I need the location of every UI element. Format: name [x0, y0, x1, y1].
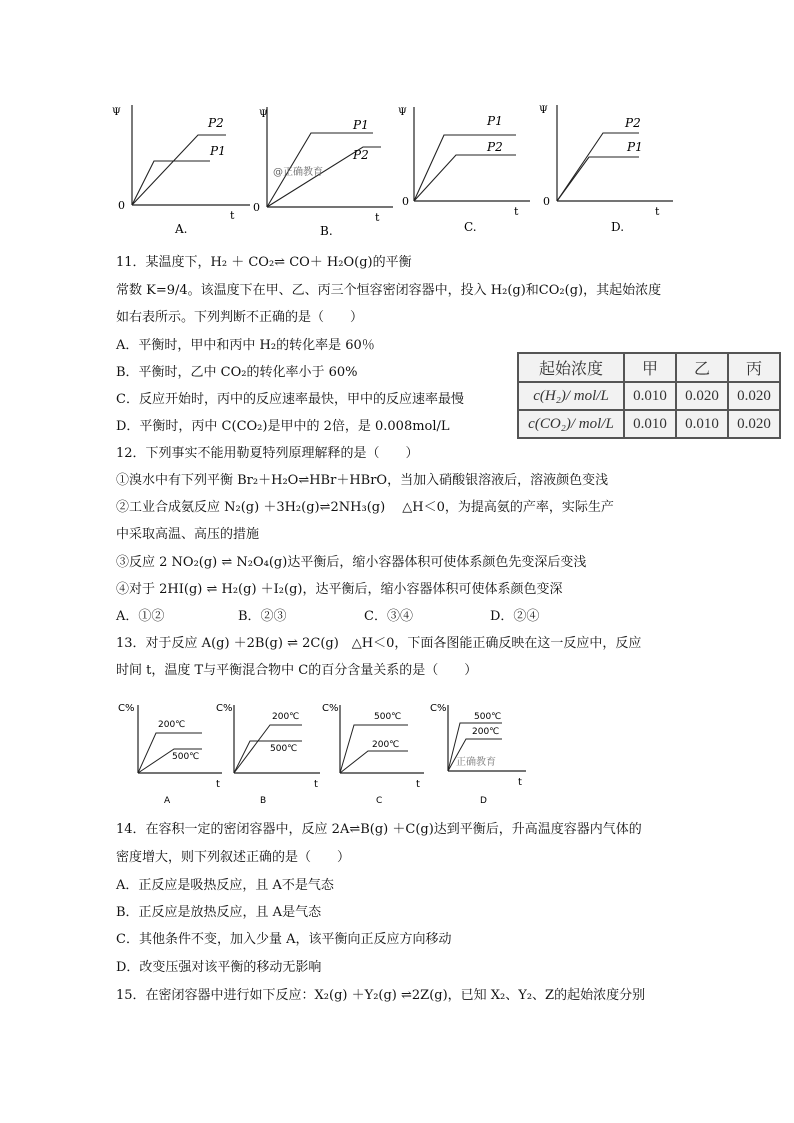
graph-c-lower-label: P2	[487, 140, 503, 154]
table-cell: 0.010	[624, 410, 676, 438]
graph-a-curve-lower	[132, 161, 210, 205]
q13-c-lower-label: 200℃	[372, 740, 400, 750]
graph-b-lower-label: P2	[353, 148, 369, 162]
graph-b-caption: B.	[320, 224, 333, 238]
q14-option-d: D．改变压强对该平衡的移动无影响	[116, 960, 322, 975]
q13-b-lower-label: 500℃	[270, 744, 298, 754]
graph-d-origin: 0	[543, 195, 550, 208]
table-row	[518, 410, 780, 438]
q13-a-caption: A	[164, 796, 171, 806]
q13-graphs	[112, 695, 532, 810]
q11-line3: 如右表所示。下列判断不正确的是（ ）	[116, 310, 364, 325]
graph-c-upper-label: P1	[487, 114, 503, 128]
q13-c-caption: C	[376, 796, 383, 806]
q12-answer-a: A．①②	[116, 609, 165, 624]
q12-answer-b: B．②③	[238, 609, 287, 624]
q11-line2: 常数 K=9/4。该温度下在甲、乙、丙三个恒容密闭容器中，投入 H₂(g)和CO₂(g)，其起始浓度	[116, 283, 662, 298]
graph-d-lower-label: P1	[627, 140, 643, 154]
q11-option-d: D．平衡时，丙中 C(CO₂)是甲中的 2倍，是 0.008mol/L	[116, 419, 450, 434]
graph-d-upper-label: P2	[625, 116, 641, 130]
q15-line1: 15．在密闭容器中进行如下反应：X₂(g) ＋Y₂(g) ⇌2Z(g)，已知 X₂、Y₂、Z的起始浓度分别	[116, 988, 646, 1003]
q13-line1: 13．对于反应 A(g) ＋2B(g) ⇌ 2C(g) △H＜0，下面各图能正确反映在这一反应中，反应	[116, 636, 642, 651]
table-cell: 0.020	[676, 382, 728, 410]
q14-option-c: C．其他条件不变，加入少量 A，该平衡向正反应方向移动	[116, 932, 452, 947]
q10-graphs	[100, 95, 700, 245]
q13-c-x-label: t	[416, 779, 420, 790]
graph-b-watermark: @正确教育	[273, 167, 323, 178]
graph-a-caption: A.	[175, 222, 188, 236]
graph-b	[253, 107, 393, 238]
q13-graph-c	[322, 703, 424, 806]
table-cell: c(CO₂)/ mol/L	[518, 410, 624, 438]
q13-c-upper-label: 500℃	[374, 712, 402, 722]
table-cell: 0.020	[728, 410, 780, 438]
q12-stem: 12．下列事实不能用勒夏特列原理解释的是（ ）	[116, 446, 419, 461]
q14-line2: 密度增大，则下列叙述正确的是（ ）	[116, 850, 351, 865]
table-header-cell: 甲	[624, 353, 676, 382]
q11-line1: 11．某温度下，H₂ ＋ CO₂⇌ CO＋ H₂O(g)的平衡	[116, 255, 412, 270]
q13-c-lower	[340, 751, 408, 773]
graph-c-x-label: t	[514, 205, 519, 218]
graph-a-origin: 0	[118, 199, 125, 212]
graph-a	[112, 105, 250, 236]
q14-option-a: A．正反应是吸热反应，且 A不是气态	[116, 878, 334, 893]
graph-d-curve-lower	[557, 157, 639, 201]
q13-d-caption: D	[480, 796, 487, 806]
graph-c-curve-lower	[414, 155, 516, 201]
q13-d-lower-label: 200℃	[472, 727, 500, 737]
q13-b-caption: B	[260, 796, 267, 806]
q13-b-x-label: t	[314, 779, 318, 790]
q11-option-a: A．平衡时，甲中和丙中 H₂的转化率是 60％	[116, 338, 375, 353]
table-row	[518, 353, 780, 382]
graph-a-y-label: Ψ	[112, 107, 121, 118]
graph-d-caption: D.	[611, 220, 625, 234]
graph-c-caption: C.	[464, 220, 477, 234]
q12-item2b: 中采取高温、高压的措施	[116, 527, 260, 542]
q13-c-y-label: C%	[322, 703, 339, 714]
q12-item2a: ②工业合成氨反应 N₂(g) ＋3H₂(g)⇌2NH₃(g) △H＜0，为提高氨的产率，实际生产	[116, 500, 614, 515]
q11-option-c: C．反应开始时，丙中的反应速率最快，甲中的反应速率最慢	[116, 392, 464, 407]
graph-d	[539, 105, 673, 234]
graph-c	[398, 107, 530, 234]
q13-a-lower-label: 500℃	[172, 752, 200, 762]
q13-line2: 时间 t，温度 T与平衡混合物中 C的百分含量关系的是（ ）	[116, 663, 478, 678]
graph-b-x-label: t	[375, 211, 380, 224]
table-row	[518, 382, 780, 410]
q13-d-y-label: C%	[430, 703, 447, 714]
graph-d-y-label: Ψ	[539, 105, 548, 116]
q13-d-watermark: 正确教育	[456, 757, 496, 768]
graph-c-origin: 0	[402, 195, 409, 208]
q13-a-x-label: t	[216, 779, 220, 790]
graph-b-y-label: Ψ	[259, 109, 268, 120]
q12-item1: ①溴水中有下列平衡 Br₂＋H₂O⇌HBr＋HBrO，当加入硝酸银溶液后，溶液颜色变浅	[116, 473, 609, 488]
graph-b-origin: 0	[253, 201, 260, 214]
q13-graph-b	[216, 703, 320, 806]
q11-concentration-table	[517, 352, 781, 439]
q13-d-upper-label: 500℃	[474, 712, 502, 722]
graph-b-upper-label: P1	[353, 118, 369, 132]
table-cell: 0.020	[728, 382, 780, 410]
graph-d-x-label: t	[655, 205, 660, 218]
q13-a-upper-label: 200℃	[158, 720, 186, 730]
table-cell: 0.010	[624, 382, 676, 410]
graph-a-x-label: t	[230, 209, 235, 222]
table-header-cell: 起始浓度	[518, 353, 624, 382]
graph-a-upper-label: P2	[208, 116, 224, 130]
table-header-cell: 丙	[728, 353, 780, 382]
table-cell: 0.010	[676, 410, 728, 438]
q14-option-b: B．正反应是放热反应，且 A是气态	[116, 905, 322, 920]
q12-answer-d: D．②④	[490, 609, 540, 624]
q12-item3: ③反应 2 NO₂(g) ⇌ N₂O₄(g)达平衡后，缩小容器体积可使体系颜色先变深后变浅	[116, 555, 587, 570]
q12-item4: ④对于 2HI(g) ⇌ H₂(g) ＋I₂(g)，达平衡后，缩小容器体积可使体系颜色变深	[116, 582, 563, 597]
q12-answer-c: C．③④	[364, 609, 413, 624]
graph-c-y-label: Ψ	[398, 107, 407, 118]
table-header-cell: 乙	[676, 353, 728, 382]
q13-b-upper-label: 200℃	[272, 712, 300, 722]
q13-b-y-label: C%	[216, 703, 233, 714]
table-cell: c(H₂)/ mol/L	[518, 382, 624, 410]
graph-a-lower-label: P1	[210, 144, 226, 158]
q13-d-x-label: t	[518, 777, 522, 788]
q11-option-b: B．平衡时，乙中 CO₂的转化率小于 60%	[116, 365, 358, 380]
q13-graph-d	[430, 703, 526, 806]
q13-a-y-label: C%	[118, 703, 135, 714]
q14-line1: 14．在容积一定的密闭容器中，反应 2A⇌B(g) ＋C(g)达到平衡后，升高温度容器内气体的	[116, 822, 642, 837]
q13-graph-a	[118, 703, 222, 806]
